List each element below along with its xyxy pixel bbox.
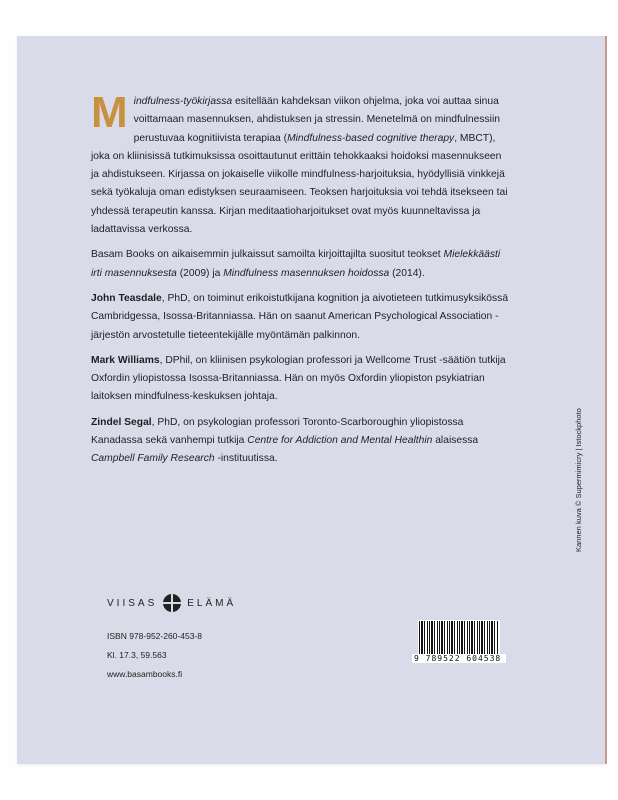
intro-paragraph: Mindfulness-työkirjassa esitellään kahdeksan viikon ohjelma, joka voi auttaa sinua voittamaan masennuksen, ahdistuksen ja stressin. Menetelmä on mindfulnessiin perustuvaa kognitiivista terapiaa (Mindfulness-based cognitive therapy, MBCT), joka on kliinisissä tutkimuksissa osoittautunut erittäin tehokkaaksi hoidoksi masennukseen ja ahdistukseen. Kirjassa on jokaiselle viikolle mindfulness-harjoituksia, hyödyllisiä vinkkejä sekä työkaluja oman edistyksen seuraamiseen. Teoksen harjoituksia voi tehdä itsekseen tai yhdessä terapeutin kanssa. Kirjan meditaatioharjoitukset ovat myös kuunneltavissa ja ladattavissa verkossa.: [91, 88, 508, 236]
author-bio-segal: Zindel Segal, PhD, on psykologian professori Toronto-Scarboroughin yliopistossa Kanadassa sekä vanhempi tutkija Centre for Addiction and Mental Healthin alaisessa Campbell Family Research -instituutissa.: [91, 416, 479, 465]
book-meta: [107, 627, 202, 684]
author-bio-teasdale: John Teasdale, PhD, on toiminut erikoistutkijana kognition ja aivotieteen tutkimusyksikössä Cambridgessa, Isossa-Britanniassa. Hän on saanut American Psychological Association -järjestön arvostetulle tieteentekijälle myöntämän palkinnon.: [91, 292, 509, 341]
cover-image-credit: Kannen kuva © Supermimicry | Istockphoto: [574, 408, 583, 552]
barcode: [418, 620, 500, 658]
previous-works-paragraph: Basam Books on aikaisemmin julkaissut samoilta kirjoittajilta suositut teokset Mielekkäästi irti masennuksesta (2009) ja Mindfulness masennuksen hoidossa (2014).: [91, 249, 501, 279]
author-name: John Teasdale: [91, 292, 162, 304]
spine-edge: [605, 36, 607, 764]
classification: Kl. 17.3, 59.563: [107, 650, 167, 660]
cover-text: [91, 88, 511, 476]
publisher-logo-icon: [163, 594, 181, 612]
drop-cap: M: [91, 88, 128, 137]
author-name: Zindel Segal: [91, 416, 152, 428]
author-name: Mark Williams: [91, 354, 160, 366]
website: www.basambooks.fi: [107, 669, 183, 679]
barcode-number: 9 789522 604538: [412, 654, 506, 663]
isbn: ISBN 978-952-260-453-8: [107, 631, 202, 641]
author-bio-williams: Mark Williams, DPhil, on kliinisen psykologian professori ja Wellcome Trust -säätiön tutkija Oxfordin yliopistossa Isossa-Britanniassa. Hän on myös Oxfordin yliopiston psykiatrian laitoksen mindfulness-keskuksen johtaja.: [91, 354, 506, 403]
publisher-logo: VIISAS ELÄMÄ: [107, 594, 236, 612]
